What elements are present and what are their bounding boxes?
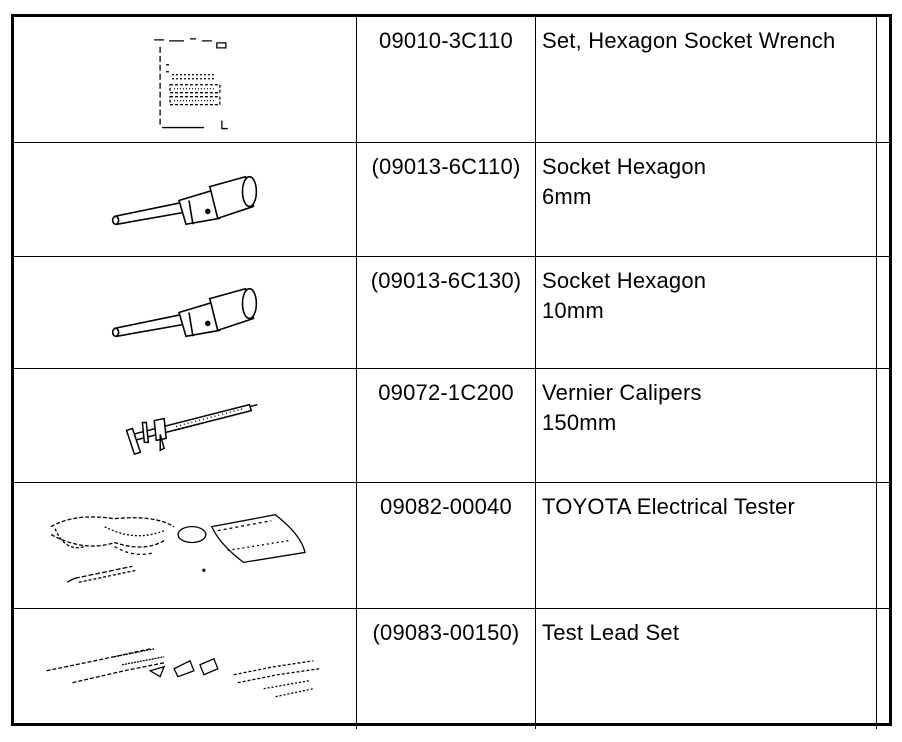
blank-cell (877, 142, 893, 256)
tool-name-cell (536, 608, 877, 729)
tool-name-detail: 150mm (542, 409, 617, 435)
tool-name: Test Lead Set (542, 619, 680, 645)
table-row (14, 482, 892, 608)
tool-name-cell (536, 142, 877, 256)
part-number: (09013-6C130) (370, 267, 522, 293)
socket-wrench-set-icon (14, 17, 356, 142)
test-lead-set-icon (14, 609, 356, 730)
part-number: (09013-6C110) (371, 153, 521, 179)
tool-name: Socket Hexagon (542, 267, 707, 293)
part-number-cell (357, 368, 536, 482)
tool-name-cell (536, 368, 877, 482)
part-number-cell (357, 608, 536, 729)
part-number: 09082-00040 (380, 493, 512, 519)
tool-name-cell (536, 482, 877, 608)
table-row (14, 256, 892, 368)
table-row (14, 368, 892, 482)
tool-name-cell (536, 17, 877, 142)
illustration-cell (14, 256, 357, 368)
blank-cell (877, 17, 893, 142)
table-row (14, 17, 892, 142)
tool-name: Socket Hexagon (542, 153, 707, 179)
blank-cell (877, 482, 893, 608)
blank-cell (877, 608, 893, 729)
table-row (14, 142, 892, 256)
hex-socket-icon (14, 257, 356, 368)
tool-name-detail: 6mm (542, 183, 592, 209)
part-number: 09010-3C110 (379, 28, 513, 53)
blank-cell (877, 256, 893, 368)
table-row (14, 608, 892, 729)
hex-socket-icon (14, 143, 356, 256)
tool-name-cell (536, 256, 877, 368)
special-tools-table (11, 14, 892, 726)
part-number: 09072-1C200 (378, 379, 514, 405)
part-number-cell (357, 482, 536, 608)
part-number-cell (357, 256, 536, 368)
illustration-cell (14, 608, 357, 729)
illustration-cell (14, 17, 357, 142)
vernier-calipers-icon (14, 369, 356, 482)
tool-name: TOYOTA Electrical Tester (542, 493, 795, 519)
tool-name: Vernier Calipers (542, 379, 702, 405)
illustration-cell (14, 368, 357, 482)
part-number-cell (357, 142, 536, 256)
electrical-tester-icon (14, 483, 356, 608)
part-number-cell (357, 17, 536, 142)
tool-name-detail: 10mm (542, 297, 604, 323)
part-number: (09083-00150) (372, 619, 520, 645)
illustration-cell (14, 482, 357, 608)
illustration-cell (14, 142, 357, 256)
blank-cell (877, 368, 893, 482)
tool-name: Set, Hexagon Socket Wrench (542, 28, 836, 53)
